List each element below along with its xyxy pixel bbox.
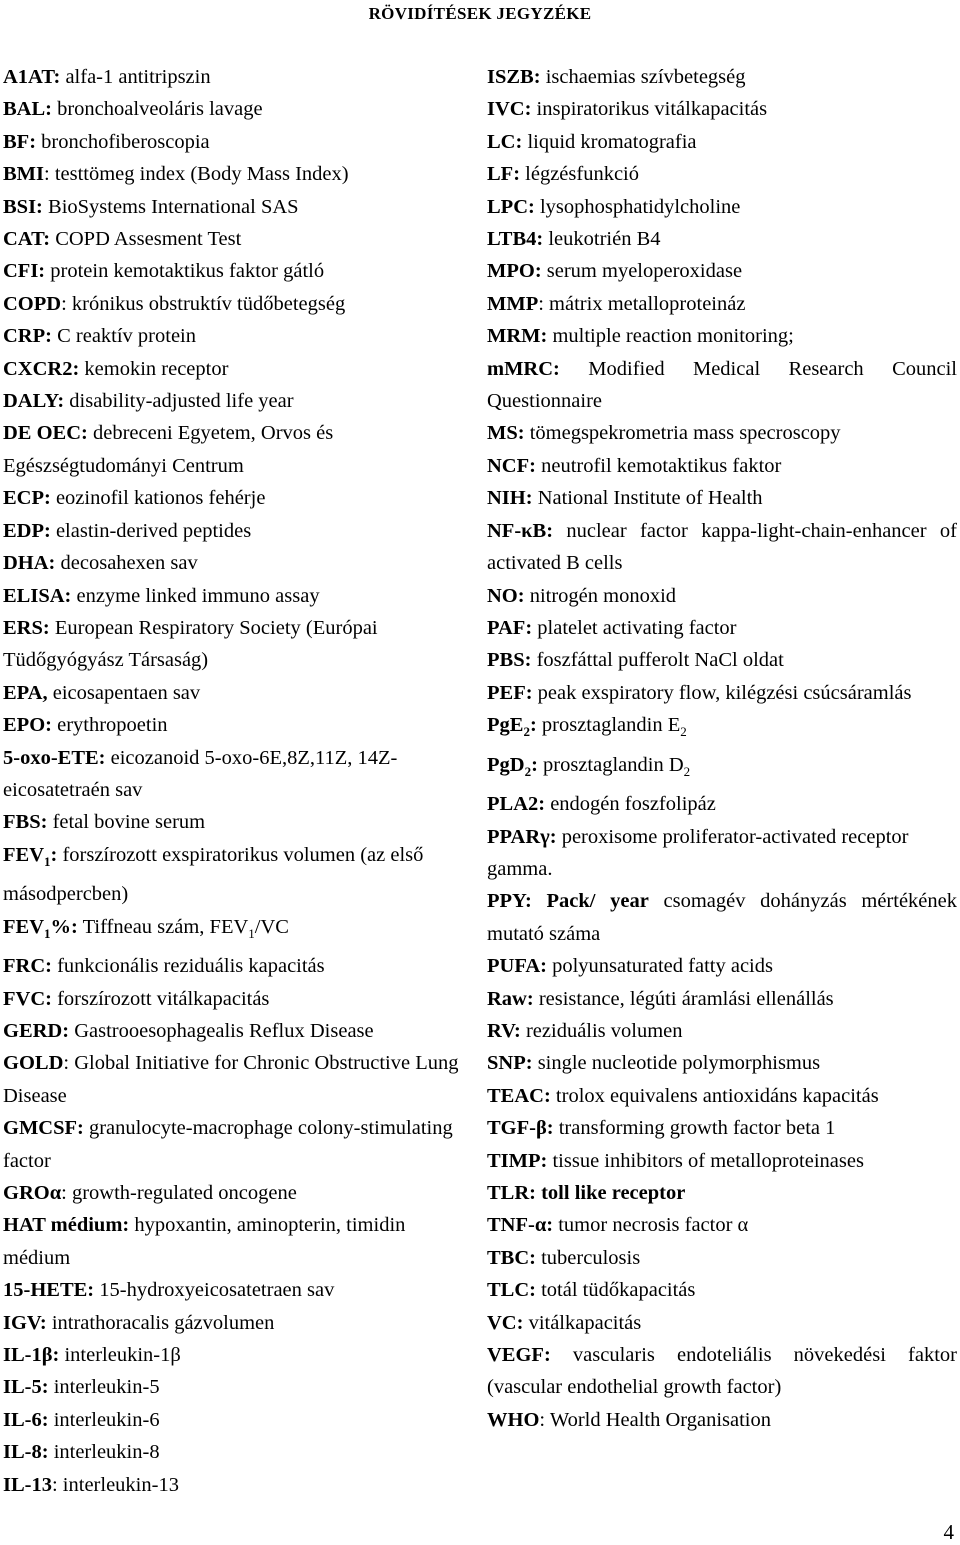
abbreviation-term: TGF-β: xyxy=(487,1117,554,1140)
abbreviation-definition: nitrogén monoxid xyxy=(524,584,677,607)
abbreviation-entry xyxy=(3,93,468,125)
abbreviation-term: PUFA: xyxy=(487,955,547,978)
abbreviation-entry xyxy=(487,580,957,612)
abbreviation-term: LPC: xyxy=(487,195,535,218)
abbreviation-entry xyxy=(3,1339,468,1371)
abbreviation-term: TLC: xyxy=(487,1279,536,1302)
abbreviation-entry xyxy=(487,788,957,820)
abbreviation-term: RV: xyxy=(487,1019,521,1042)
abbreviation-entry xyxy=(487,821,957,886)
abbreviation-entry xyxy=(3,158,468,190)
abbreviation-entry xyxy=(487,1080,957,1112)
page-title: RÖVIDÍTÉSEK JEGYZÉKE xyxy=(368,4,592,23)
abbreviation-term: $FEV_1$: xyxy=(3,843,58,869)
abbreviation-definition: légzésfunkció xyxy=(520,163,639,186)
abbreviation-definition: European Respiratory Society (Európai Tüdőgyógyász Társaság) xyxy=(3,616,378,672)
abbreviation-definition: forszírozott exspiratorikus volumen (az első másodpercben) xyxy=(3,843,424,906)
abbreviation-definition: endogén foszfolipáz xyxy=(545,793,716,816)
abbreviation-definition: inspiratorikus vitálkapacitás xyxy=(531,98,768,121)
abbreviation-definition: neutrofil kemotaktikus faktor xyxy=(535,454,782,477)
abbreviation-term: BAL: xyxy=(3,98,52,121)
abbreviation-term: MS: xyxy=(487,422,525,445)
abbreviation-entry xyxy=(3,353,468,385)
abbreviation-definition: : growth-regulated oncogene xyxy=(61,1182,297,1204)
abbreviation-term: CFI: xyxy=(3,260,46,283)
abbreviation-term: VEGF: xyxy=(487,1344,551,1367)
abbreviation-definition: BioSystems International SAS xyxy=(42,195,299,218)
abbreviation-entry xyxy=(487,61,957,93)
abbreviation-term: GMCSF: xyxy=(3,1117,84,1140)
abbreviation-term: PAF: xyxy=(487,616,533,639)
abbreviation-entry xyxy=(3,191,468,223)
abbreviation-entry xyxy=(3,223,468,255)
abbreviation-term: DHA: xyxy=(3,552,56,575)
abbreviation-entry xyxy=(487,450,957,482)
abbreviation-definition: interleukin-6 xyxy=(48,1408,160,1431)
abbreviation-entry xyxy=(3,580,468,612)
abbreviation-definition: single nucleotide polymorphismus xyxy=(532,1052,821,1075)
abbreviation-definition: enzyme linked immuno assay xyxy=(71,584,320,607)
abbreviation-term: EPO: xyxy=(3,714,52,737)
abbreviation-definition: ischaemias szívbetegség xyxy=(540,66,746,88)
abbreviation-definition: : World Health Organisation xyxy=(539,1408,772,1431)
abbreviation-term: MPO: xyxy=(487,260,542,283)
abbreviation-entry xyxy=(487,126,957,158)
abbreviation-term: DE OEC: xyxy=(3,422,88,445)
abbreviation-entry xyxy=(487,255,957,287)
abbreviation-entry xyxy=(3,709,468,741)
abbreviation-definition: nuclear factor kappa-light-chain-enhancer of activated B cells xyxy=(487,519,957,575)
abbreviation-definition: eicosapentaen sav xyxy=(47,681,201,704)
abbreviation-term: $FEV_1\%$: xyxy=(3,915,78,941)
abbreviation-definition: intrathoracalis gázvolumen xyxy=(46,1311,275,1334)
abbreviation-entry xyxy=(487,1015,957,1047)
abbreviation-definition: Modified Medical Research Council Questionnaire xyxy=(487,357,957,413)
abbreviation-entry xyxy=(487,1177,957,1209)
abbreviation-entry xyxy=(487,983,957,1015)
abbreviation-definition: serum myeloperoxidase xyxy=(541,260,743,283)
abbreviation-definition: platelet activating factor xyxy=(532,616,737,639)
abbreviation-entry xyxy=(3,126,468,158)
abbreviation-entry xyxy=(3,1047,468,1112)
abbreviation-definition: Gastrooesophagealis Reflux Disease xyxy=(69,1019,374,1042)
abbreviation-definition: fetal bovine serum xyxy=(47,811,206,834)
abbreviation-term: VC: xyxy=(487,1311,524,1334)
abbreviation-entry xyxy=(487,158,957,190)
abbreviation-entry xyxy=(487,223,957,255)
abbreviation-definition: tömegspekrometria mass specroscopy xyxy=(524,422,841,445)
abbreviation-entry xyxy=(3,1436,468,1468)
abbreviation-term: GERD: xyxy=(3,1019,70,1042)
abbreviation-term: GOLD xyxy=(3,1052,64,1075)
abbreviation-entry xyxy=(3,288,468,320)
abbreviation-definition: protein kemotaktikus faktor gátló xyxy=(45,260,325,283)
abbreviation-term: GROα xyxy=(3,1182,62,1204)
abbreviation-entry xyxy=(487,191,957,223)
abbreviation-entry xyxy=(3,417,468,482)
abbreviation-definition: lysophosphatidylcholine xyxy=(534,195,741,218)
abbreviation-term: TBC: xyxy=(487,1246,536,1269)
abbreviation-entry xyxy=(3,806,468,838)
abbreviation-entry xyxy=(3,482,468,514)
abbreviation-entry xyxy=(487,1307,957,1339)
abbreviation-entry xyxy=(487,515,957,580)
abbreviation-entry xyxy=(3,612,468,677)
abbreviation-definition: forszírozott vitálkapacitás xyxy=(51,987,270,1010)
abbreviation-term: 5-oxo-ETE: xyxy=(3,746,106,769)
abbreviation-entry xyxy=(487,677,957,709)
abbreviation-entry xyxy=(3,1307,468,1339)
abbreviation-definition: Tiffneau szám, $FEV_1/VC$ xyxy=(77,915,289,941)
abbreviation-definition: tumor necrosis factor α xyxy=(553,1214,749,1237)
abbreviation-term: BMI xyxy=(3,163,44,186)
abbreviation-entry xyxy=(3,320,468,352)
abbreviation-definition: resistance, légúti áramlási ellenállás xyxy=(533,987,834,1010)
page-number: 4 xyxy=(943,1520,954,1544)
abbreviation-definition: leukotrién B4 xyxy=(543,228,661,251)
abbreviation-definition: elastin-derived peptides xyxy=(50,519,252,542)
abbreviation-definition: liquid kromatografia xyxy=(522,130,697,153)
abbreviation-term: TEAC: xyxy=(487,1084,551,1107)
abbreviation-term: BSI: xyxy=(3,195,43,218)
abbreviation-entry xyxy=(3,677,468,709)
abbreviation-entry xyxy=(3,61,468,93)
abbreviation-entry xyxy=(3,950,468,982)
abbreviation-definition: polyunsaturated fatty acids xyxy=(546,955,773,978)
abbreviation-entry xyxy=(487,1112,957,1144)
abbreviation-term: PPY: Pack/ year xyxy=(487,890,649,913)
abbreviation-definition: disability-adjusted life year xyxy=(64,390,294,413)
abbreviation-definition: peroxisome proliferator-activated receptor gamma. xyxy=(487,825,909,880)
abbreviation-entry xyxy=(487,612,957,644)
abbreviation-term: TNF-α: xyxy=(487,1214,554,1237)
abbreviation-term: ISZB: xyxy=(487,66,541,88)
abbreviation-definition: kemokin receptor xyxy=(79,357,229,380)
abbreviation-definition: interleukin-5 xyxy=(48,1376,160,1399)
abbreviation-definition: : mátrix metalloproteináz xyxy=(538,292,746,315)
abbreviation-entry xyxy=(487,950,957,982)
abbreviation-term: mMRC: xyxy=(487,357,560,380)
abbreviation-entry xyxy=(487,1404,957,1436)
abbreviation-entry xyxy=(487,1047,957,1079)
abbreviation-term: IL-8: xyxy=(3,1441,49,1464)
abbreviation-term: LF: xyxy=(487,163,521,186)
abbreviation-entry xyxy=(487,482,957,514)
abbreviation-definition: bronchofiberoscopia xyxy=(36,130,210,153)
abbreviation-entry xyxy=(3,839,468,911)
abbreviation-entry xyxy=(487,885,957,950)
abbreviation-entry xyxy=(487,1274,957,1306)
abbreviation-term: LC: xyxy=(487,130,523,153)
abbreviation-entry xyxy=(487,1339,957,1404)
abbreviation-term: LTB4: xyxy=(487,228,544,251)
abbreviation-definition: foszfáttal pufferolt NaCl oldat xyxy=(531,649,784,672)
abbreviation-definition: : testtömeg index (Body Mass Index) xyxy=(44,163,349,186)
abbreviation-definition: peak exspiratory flow, kilégzési csúcsáramlás xyxy=(532,681,912,704)
abbreviation-term: Raw: xyxy=(487,987,534,1010)
abbreviation-term: FRC: xyxy=(3,955,52,978)
abbreviation-definition: funkcionális reziduális kapacitás xyxy=(51,955,325,978)
abbreviation-entry xyxy=(487,749,957,789)
abbreviation-entry xyxy=(487,93,957,125)
abbreviation-entry xyxy=(3,1112,468,1177)
abbreviation-term: PgE$_2$: xyxy=(487,714,537,740)
abbreviation-term: A1AT: xyxy=(3,66,61,88)
abbreviation-entry xyxy=(3,1274,468,1306)
abbreviation-term: NF-κB: xyxy=(487,519,554,542)
abbreviation-definition: decosahexen sav xyxy=(55,552,198,575)
abbreviation-definition: bronchoalveoláris lavage xyxy=(51,98,263,121)
abbreviation-term: IL-5: xyxy=(3,1376,49,1399)
abbreviation-entry xyxy=(487,709,957,749)
abbreviation-definition: debreceni Egyetem, Orvos és Egészségtudományi Centrum xyxy=(3,422,334,477)
abbreviation-entry xyxy=(487,353,957,418)
abbreviation-entry xyxy=(487,288,957,320)
abbreviation-definition: eicozanoid 5-oxo-6E,8Z,11Z, 14Z-eicosatetraén sav xyxy=(3,746,398,801)
abbreviation-term: IL-13 xyxy=(3,1473,52,1496)
abbreviation-term: IL-1β: xyxy=(3,1344,60,1367)
abbreviation-definition: : interleukin-13 xyxy=(51,1473,179,1496)
abbreviation-term: IGV: xyxy=(3,1311,47,1334)
abbreviation-term: COPD xyxy=(3,292,62,315)
abbreviation-entry xyxy=(3,1371,468,1403)
abbreviation-definition: : krónikus obstruktív tüdőbetegség xyxy=(61,292,346,315)
abbreviation-entry xyxy=(3,1469,468,1501)
abbreviation-term: NO: xyxy=(487,584,525,607)
abbreviation-entry xyxy=(487,417,957,449)
abbreviation-term: IVC: xyxy=(487,98,532,121)
abbreviation-entry xyxy=(3,1015,468,1047)
abbreviation-definition: : Global Initiative for Chronic Obstructive Lung Disease xyxy=(3,1052,459,1107)
abbreviation-term: WHO xyxy=(487,1408,540,1431)
abbreviation-entry xyxy=(3,742,468,807)
abbreviation-term: EPA, xyxy=(3,681,48,704)
abbreviation-entry xyxy=(487,1145,957,1177)
abbreviation-definition: transforming growth factor beta 1 xyxy=(553,1117,836,1140)
abbreviation-list-right xyxy=(487,61,957,1436)
abbreviation-term: FVC: xyxy=(3,987,52,1010)
abbreviation-term: SNP: xyxy=(487,1052,533,1075)
abbreviation-definition: National Institute of Health xyxy=(532,487,763,510)
abbreviation-list-left xyxy=(3,61,468,1501)
abbreviation-definition: hypoxantin, aminopterin, timidin médium xyxy=(3,1214,406,1269)
abbreviation-definition: trolox equivalens antioxidáns kapacitás xyxy=(550,1084,879,1107)
abbreviation-definition: tissue inhibitors of metalloproteinases xyxy=(547,1149,864,1172)
abbreviation-term: TIMP: xyxy=(487,1149,548,1172)
abbreviation-definition: eozinofil kationos fehérje xyxy=(50,487,266,510)
abbreviation-term: IL-6: xyxy=(3,1408,49,1431)
abbreviation-term: BF: xyxy=(3,130,37,153)
abbreviation-term: CXCR2: xyxy=(3,357,80,380)
abbreviation-entry xyxy=(3,385,468,417)
abbreviation-term: DALY: xyxy=(3,390,65,413)
abbreviation-term: ELISA: xyxy=(3,584,72,607)
abbreviation-entry xyxy=(487,320,957,352)
abbreviation-term: PPARγ: xyxy=(487,825,557,848)
abbreviation-definition: reziduális volumen xyxy=(520,1019,683,1042)
abbreviation-definition: 15-hydroxyeicosatetraen sav xyxy=(94,1279,335,1302)
abbreviation-entry xyxy=(487,1209,957,1241)
abbreviation-entry xyxy=(487,644,957,676)
abbreviation-definition: tuberculosis xyxy=(535,1246,641,1269)
abbreviation-entry xyxy=(3,911,468,951)
abbreviation-term: CAT: xyxy=(3,228,51,251)
abbreviation-entry xyxy=(487,1242,957,1274)
abbreviation-term: ECP: xyxy=(3,487,51,510)
abbreviation-term: MMP xyxy=(487,292,539,315)
abbreviation-definition: multiple reaction monitoring; xyxy=(547,325,794,348)
abbreviation-entry xyxy=(3,1209,468,1274)
abbreviation-definition: C reaktív protein xyxy=(51,325,196,348)
abbreviation-entry xyxy=(3,983,468,1015)
abbreviation-term: MRM: xyxy=(487,325,548,348)
abbreviation-term: 15-HETE: xyxy=(3,1279,95,1302)
abbreviation-definition: interleukin-1β xyxy=(59,1344,181,1367)
abbreviation-term: PgD$_2$: xyxy=(487,753,538,779)
abbreviation-entry xyxy=(3,547,468,579)
abbreviation-term: TLR: toll like receptor xyxy=(487,1182,686,1204)
abbreviation-definition: interleukin-8 xyxy=(48,1441,160,1464)
abbreviation-entry xyxy=(3,255,468,287)
abbreviation-definition: prosztaglandin $E_2$ xyxy=(536,714,687,740)
abbreviation-definition: granulocyte-macrophage colony-stimulating factor xyxy=(3,1117,453,1172)
abbreviation-term: NIH: xyxy=(487,487,533,510)
abbreviation-term: HAT médium: xyxy=(3,1214,130,1237)
abbreviation-definition: vascularis endoteliális növekedési faktor (vascular endothelial growth factor) xyxy=(487,1344,957,1399)
abbreviation-term: FBS: xyxy=(3,811,48,834)
abbreviation-definition: erythropoetin xyxy=(51,714,168,737)
abbreviation-term: CRP: xyxy=(3,325,52,348)
abbreviation-definition: alfa-1 antitripszin xyxy=(60,66,211,88)
abbreviation-definition: prosztaglandin $D_2$ xyxy=(537,753,691,779)
abbreviation-entry xyxy=(3,1177,468,1209)
abbreviation-entry xyxy=(3,1404,468,1436)
abbreviation-term: PBS: xyxy=(487,649,532,672)
abbreviation-term: ERS: xyxy=(3,616,50,639)
abbreviation-term: EDP: xyxy=(3,519,51,542)
abbreviation-definition: totál tüdőkapacitás xyxy=(535,1279,696,1302)
abbreviation-entry xyxy=(3,515,468,547)
abbreviation-term: PEF: xyxy=(487,681,533,704)
abbreviation-definition: vitálkapacitás xyxy=(523,1311,642,1334)
abbreviation-term: PLA2: xyxy=(487,793,546,816)
abbreviation-term: NCF: xyxy=(487,454,536,477)
abbreviation-definition: COPD Assesment Test xyxy=(50,228,242,251)
abbreviation-definition: csomagév dohányzás mértékének mutató száma xyxy=(487,890,957,945)
